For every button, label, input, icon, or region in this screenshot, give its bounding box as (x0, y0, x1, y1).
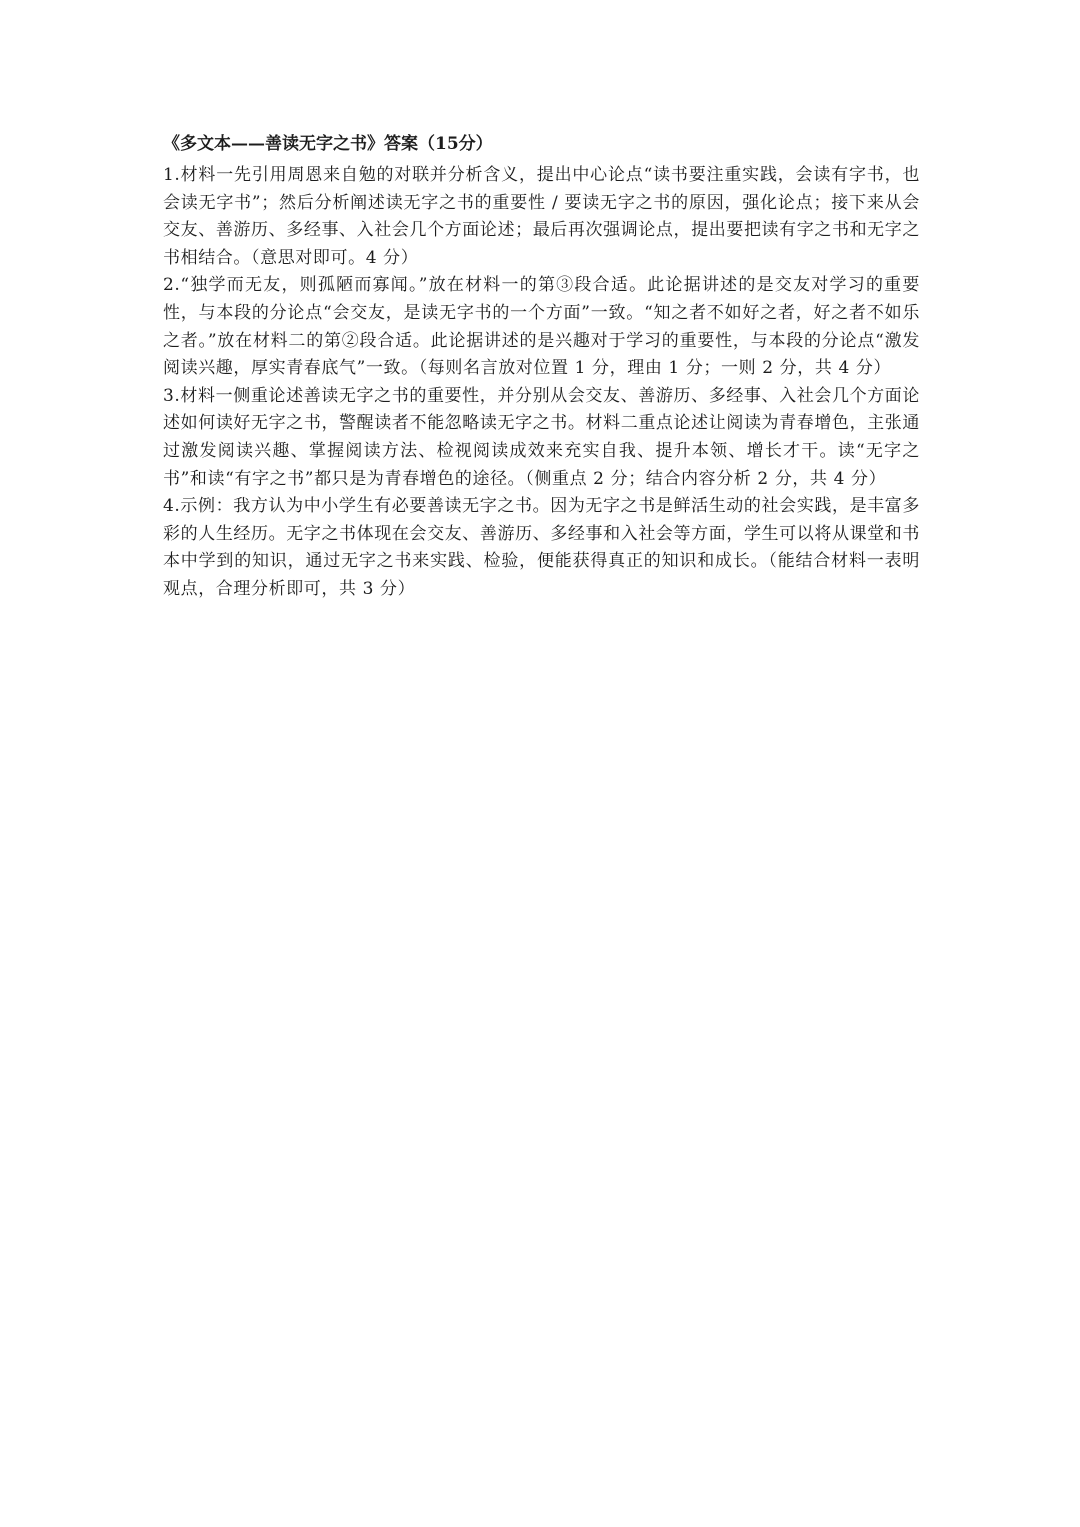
answer-title: 《多文本——善读无字之书》答案（15分） (163, 134, 493, 154)
answer-3: 3.材料一侧重论述善读无字之书的重要性，并分别从会交友、善游历、多经事、入社会几个方面论述如何读好无字之书，警醒读者不能忽略读无字之书。材料二重点论述让阅读为青春增色，主张通过激发阅读兴趣、掌握阅读方法、检视阅读成效来充实自我、提升本领、增长才干。读“无字之书”和读“有字之书”都只是为青春增色的途径。（侧重点 2 分；结合内容分析 2 分，共 4 分） (163, 385, 920, 489)
answer-1: 1.材料一先引用周恩来自勉的对联并分析含义，提出中心论点“读书要注重实践，会读有字书，也会读无字书”；然后分析阐述读无字之书的重要性 / 要读无字之书的原因，强化论点；接下来从会交友、善游历、多经事、入社会几个方面论述；最后再次强调论点，提出要把读有字之书和无字之书相结合。（意思对即可。4 分） (163, 165, 920, 268)
answer-2: 2.“独学而无友，则孤陋而寡闻。”放在材料一的第③段合适。此论据讲述的是交友对学习的重要性，与本段的分论点“会交友，是读无字书的一个方面”一致。“知之者不如好之者，好之者不如乐之者。”放在材料二的第②段合适。此论据讲述的是兴趣对于学习的重要性，与本段的分论点“激发阅读兴趣，厚实青春底气”一致。（每则名言放对位置 1 分，理由 1 分；一则 2 分，共 4 分） (163, 275, 920, 379)
answer-4: 4.示例：我方认为中小学生有必要善读无字之书。因为无字之书是鲜活生动的社会实践，是丰富多彩的人生经历。无字之书体现在会交友、善游历、多经事和入社会等方面，学生可以将从课堂和书本中学到的知识，通过无字之书来实践、检验，便能获得真正的知识和成长。（能结合材料一表明观点，合理分析即可，共 3 分） (163, 496, 920, 599)
answer-sheet (163, 130, 920, 604)
